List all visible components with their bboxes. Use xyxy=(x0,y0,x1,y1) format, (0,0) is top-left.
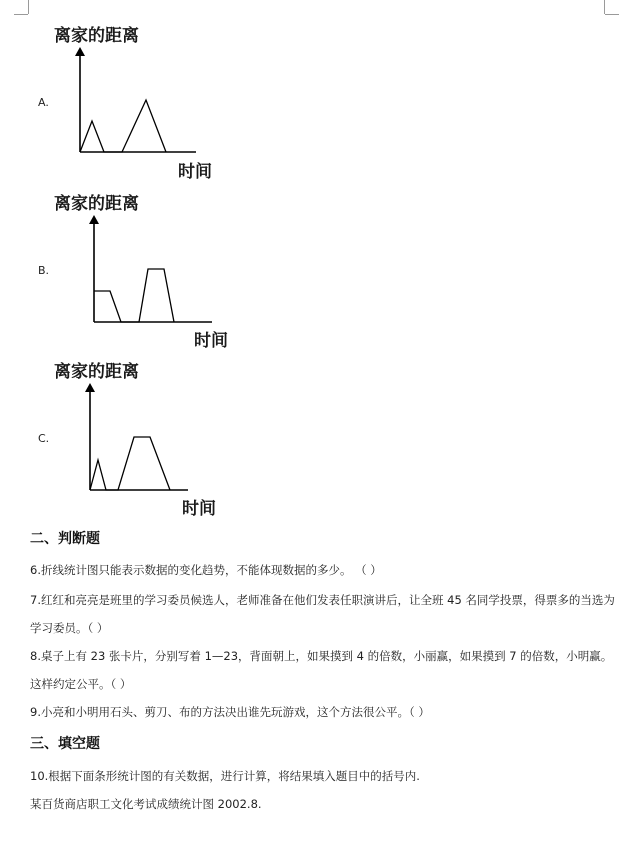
question-9: 9.小亮和小明用石头、剪刀、布的方法决出谁先玩游戏，这个方法很公平。（ ） xyxy=(30,705,430,719)
chart-caption: 某百货商店职工文化考试成绩统计图 2002.8. xyxy=(30,797,262,811)
graph-b-line xyxy=(94,269,174,322)
graph-a-x-label: 时间 xyxy=(178,162,212,182)
crop-mark-left xyxy=(28,0,29,14)
graph-b xyxy=(48,188,238,353)
graph-a-line xyxy=(80,100,166,152)
graph-a-y-label: 离家的距离 xyxy=(54,26,139,46)
section-judge-title: 二、判断题 xyxy=(30,531,100,547)
graph-c-line xyxy=(90,437,170,490)
option-c-label[interactable]: C. xyxy=(38,432,50,445)
graph-a-y-arrow xyxy=(75,47,85,56)
crop-mark-right-h xyxy=(605,14,619,15)
graph-c xyxy=(48,356,238,521)
question-10: 10.根据下面条形统计图的有关数据，进行计算，将结果填入题目中的括号内. xyxy=(30,769,420,783)
graph-b-y-arrow xyxy=(89,215,99,224)
crop-mark-left-h xyxy=(14,14,28,15)
graph-a xyxy=(48,20,238,185)
option-a-label[interactable]: A. xyxy=(38,96,49,109)
graph-c-y-label: 离家的距离 xyxy=(54,362,139,382)
graph-b-x-label: 时间 xyxy=(194,331,228,351)
question-8: 8.桌子上有 23 张卡片，分别写着 1—23，背面朝上，如果摸到 4 的倍数，小丽赢，如果摸到 7 的倍数，小明赢。这样约定公平。（ ） xyxy=(30,649,613,691)
graph-c-y-arrow xyxy=(85,383,95,392)
question-7: 7.红红和亮亮是班里的学习委员候选人，老师准备在他们发表任职演讲后，让全班 45 名同学投票，得票多的当选为学习委员。（ ） xyxy=(30,593,615,635)
graph-c-x-label: 时间 xyxy=(182,499,216,519)
crop-mark-right xyxy=(604,0,605,14)
question-6: 6.折线统计图只能表示数据的变化趋势，不能体现数据的多少。 （ ） xyxy=(30,563,382,577)
section-fill-title: 三、填空题 xyxy=(30,736,100,752)
option-b-label[interactable]: B. xyxy=(38,264,50,277)
graph-b-y-label: 离家的距离 xyxy=(54,194,139,214)
